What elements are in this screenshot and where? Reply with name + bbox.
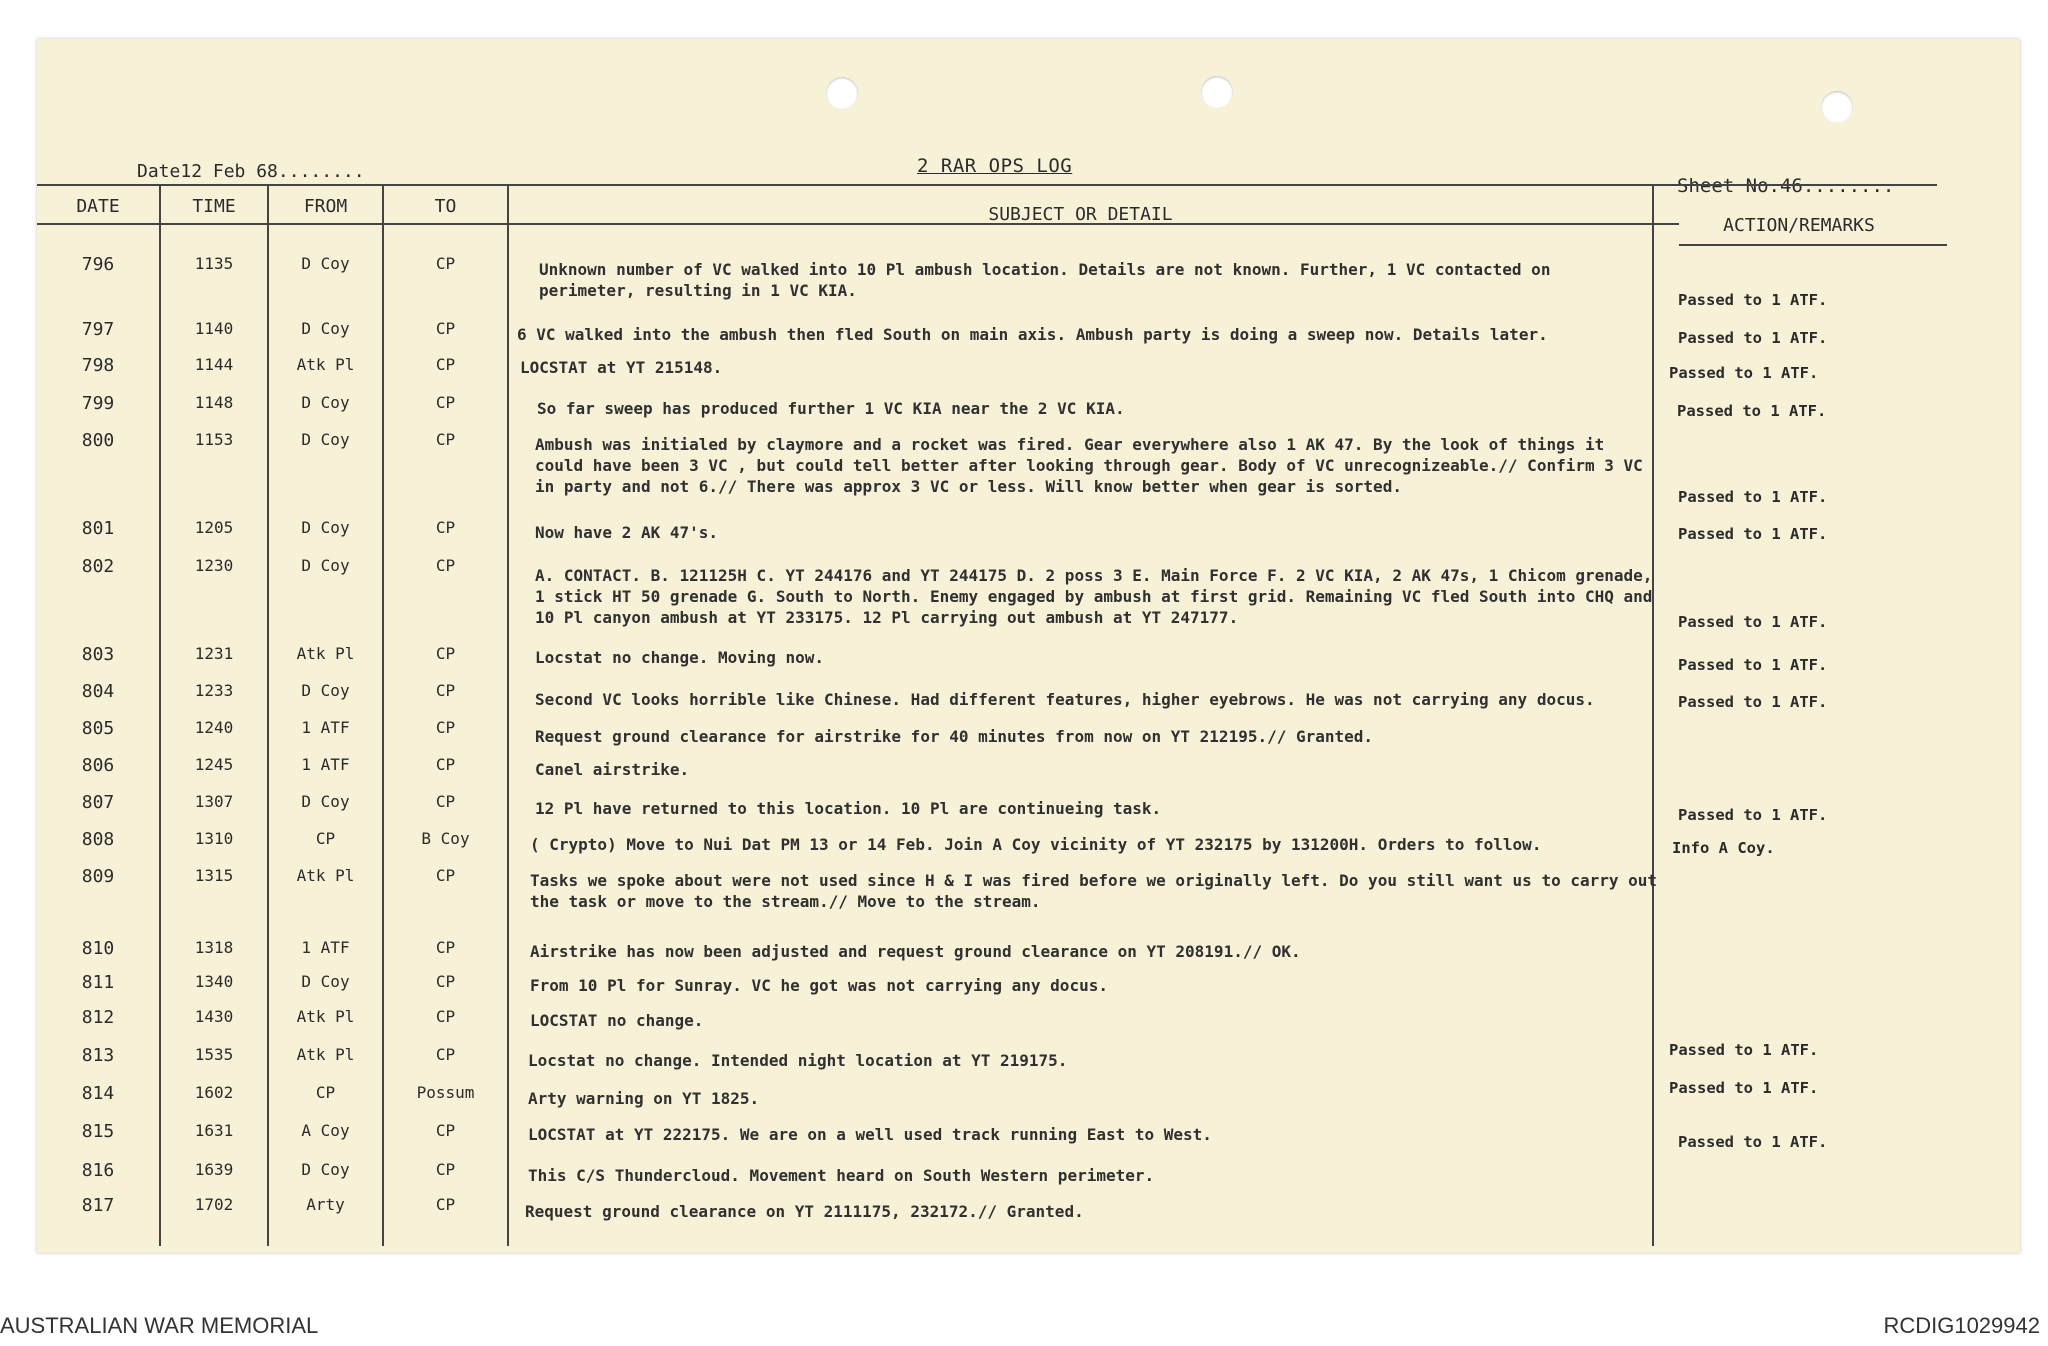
entry-from: Arty — [306, 1195, 345, 1214]
log-sheet — [37, 39, 2020, 1253]
entry-from: Atk Pl — [296, 866, 355, 885]
entry-remark: Passed to 1 ATF. — [1669, 1041, 1819, 1059]
entry-time: 1310 — [194, 829, 234, 848]
entry-from: A Coy — [301, 1121, 350, 1140]
entry-number: 798 — [81, 355, 115, 376]
entry-time: 1702 — [194, 1195, 234, 1214]
entry-remark: Passed to 1 ATF. — [1678, 806, 1828, 824]
entry-remark: Passed to 1 ATF. — [1678, 613, 1828, 631]
entry-time: 1639 — [194, 1160, 234, 1179]
log-entry — [37, 518, 2020, 543]
entry-time: 1315 — [194, 866, 234, 885]
entry-number: 805 — [81, 718, 115, 739]
entry-to: CP — [435, 681, 456, 700]
log-entry — [37, 718, 2020, 746]
entry-from: 1 ATF — [301, 718, 350, 737]
entry-number: 806 — [81, 755, 115, 776]
entry-to: CP — [435, 1195, 456, 1214]
entry-detail: So far sweep has produced further 1 VC KIA near the 2 VC KIA. — [537, 399, 1125, 418]
entry-remark: Passed to 1 ATF. — [1678, 656, 1828, 674]
entry-time: 1240 — [194, 718, 234, 737]
entry-time: 1153 — [194, 430, 234, 449]
entry-to: CP — [435, 518, 456, 537]
entry-number: 814 — [81, 1083, 115, 1104]
entry-detail: LOCSTAT at YT 215148. — [520, 358, 723, 377]
entry-number: 807 — [81, 792, 115, 813]
entry-number: 809 — [81, 866, 115, 887]
col-head-date: DATE — [76, 196, 120, 217]
entry-to: CP — [435, 393, 456, 412]
sheet-label: Sheet No. — [1677, 175, 1780, 197]
entry-to: Possum — [416, 1083, 475, 1102]
entry-time: 1535 — [194, 1045, 234, 1064]
entry-detail: Airstrike has now been adjusted and request ground clearance on YT 208191.// OK. — [530, 942, 1301, 961]
log-entry — [37, 1195, 2020, 1221]
sheet-number — [1677, 175, 1894, 197]
entry-to: CP — [435, 556, 456, 575]
entry-detail: LOCSTAT at YT 222175. We are on a well used track running East to West. — [528, 1125, 1212, 1144]
entry-number: 813 — [81, 1045, 115, 1066]
entry-from: D Coy — [301, 681, 350, 700]
date-label: Date — [137, 161, 181, 182]
date-value: 12 Feb 68........ — [180, 161, 365, 182]
col-head-remarks: ACTION/REMARKS — [1723, 215, 1875, 236]
entry-time: 1230 — [194, 556, 234, 575]
log-entry — [37, 644, 2020, 674]
entry-number: 796 — [81, 254, 115, 275]
entry-number: 816 — [81, 1160, 115, 1181]
entry-detail: Canel airstrike. — [535, 760, 690, 779]
entry-to: CP — [435, 718, 456, 737]
entry-from: D Coy — [301, 792, 350, 811]
entry-number: 810 — [81, 938, 115, 959]
log-entry — [37, 792, 2020, 824]
log-entry — [37, 1121, 2020, 1151]
page-title: 2 RAR OPS LOG — [917, 155, 1073, 177]
entry-from: Atk Pl — [296, 1007, 355, 1026]
entry-from: CP — [315, 829, 336, 848]
entry-time: 1148 — [194, 393, 234, 412]
entry-to: CP — [435, 755, 456, 774]
entry-from: 1 ATF — [301, 755, 350, 774]
log-entry — [37, 254, 2020, 309]
entry-to: CP — [435, 254, 456, 273]
entry-to: CP — [435, 430, 456, 449]
entry-time: 1245 — [194, 755, 234, 774]
punch-hole — [1201, 76, 1233, 108]
entry-remark: Passed to 1 ATF. — [1678, 329, 1828, 347]
sheet-value: 46........ — [1779, 175, 1895, 197]
entry-detail: This C/S Thundercloud. Movement heard on South Western perimeter. — [528, 1166, 1155, 1185]
entry-detail: From 10 Pl for Sunray. VC he got was not carrying any docus. — [530, 976, 1108, 995]
entry-detail: LOCSTAT no change. — [530, 1011, 704, 1030]
log-entry — [37, 430, 2020, 506]
entry-number: 803 — [81, 644, 115, 665]
entry-remark: Passed to 1 ATF. — [1678, 1133, 1828, 1151]
entry-detail: 6 VC walked into the ambush then fled South on main axis. Ambush party is doing a sweep now. Details later. — [517, 325, 1548, 344]
entry-to: CP — [435, 792, 456, 811]
col-head-time: TIME — [192, 196, 236, 217]
entry-from: CP — [315, 1083, 336, 1102]
col-divider — [507, 186, 509, 1246]
entry-number: 797 — [81, 319, 115, 340]
col-head-detail: SUBJECT OR DETAIL — [988, 204, 1173, 225]
entry-detail: ( Crypto) Move to Nui Dat PM 13 or 14 Feb. Join A Coy vicinity of YT 232175 by 131200H. Orders to follow. — [530, 835, 1542, 854]
entry-from: D Coy — [301, 518, 350, 537]
entry-number: 811 — [81, 972, 115, 993]
entry-time: 1307 — [194, 792, 234, 811]
log-entry — [37, 938, 2020, 961]
entry-number: 815 — [81, 1121, 115, 1142]
entry-time: 1231 — [194, 644, 234, 663]
entry-time: 1140 — [194, 319, 234, 338]
entry-time: 1430 — [194, 1007, 234, 1026]
entry-time: 1602 — [194, 1083, 234, 1102]
entry-to: CP — [435, 1007, 456, 1026]
entry-number: 802 — [81, 556, 115, 577]
entry-detail: Request ground clearance for airstrike for 40 minutes from now on YT 212195.// Granted. — [535, 727, 1374, 746]
col-head-from: FROM — [303, 196, 348, 217]
log-entry — [37, 355, 2020, 382]
entry-time: 1340 — [194, 972, 234, 991]
log-entry — [37, 866, 2020, 911]
entry-remark: Passed to 1 ATF. — [1678, 291, 1828, 309]
entry-detail: Arty warning on YT 1825. — [528, 1089, 760, 1108]
log-entry — [37, 972, 2020, 995]
entry-to: CP — [435, 866, 456, 885]
entry-remark: Info A Coy. — [1672, 839, 1775, 857]
entry-from: D Coy — [301, 319, 350, 338]
entry-time: 1318 — [194, 938, 234, 957]
entry-number: 812 — [81, 1007, 115, 1028]
entry-detail: Locstat no change. Moving now. — [535, 648, 824, 667]
entry-number: 799 — [81, 393, 115, 414]
entry-from: Atk Pl — [296, 644, 355, 663]
entry-remark: Passed to 1 ATF. — [1669, 364, 1819, 382]
log-entry — [37, 681, 2020, 711]
entry-from: D Coy — [301, 430, 350, 449]
entry-to: CP — [435, 1160, 456, 1179]
entry-remark: Passed to 1 ATF. — [1677, 402, 1827, 420]
entry-time: 1233 — [194, 681, 234, 700]
entry-from: D Coy — [301, 254, 350, 273]
entry-number: 801 — [81, 518, 115, 539]
entry-time: 1135 — [194, 254, 234, 273]
footer-source: AUSTRALIAN WAR MEMORIAL — [0, 1313, 319, 1338]
entry-remark: Passed to 1 ATF. — [1678, 488, 1828, 506]
log-entry — [37, 319, 2020, 347]
log-entry — [37, 556, 2020, 631]
col-divider — [1652, 186, 1654, 1246]
log-entry — [37, 829, 2020, 857]
entry-detail: Tasks we spoke about were not used since H & I was fired before we originally left. Do you still want us to carry out the task or move to the stream.// Move to the stream. — [530, 871, 1658, 911]
entry-remark: Passed to 1 ATF. — [1669, 1079, 1819, 1097]
entry-detail: 12 Pl have returned to this location. 10 Pl are continueing task. — [535, 799, 1162, 818]
entry-to: CP — [435, 938, 456, 957]
entry-number: 808 — [81, 829, 115, 850]
entry-number: 817 — [81, 1195, 115, 1216]
entry-detail: Locstat no change. Intended night location at YT 219175. — [528, 1051, 1068, 1070]
entry-time: 1631 — [194, 1121, 234, 1140]
entry-number: 800 — [81, 430, 115, 451]
log-entry — [37, 755, 2020, 779]
entry-detail: Request ground clearance on YT 2111175, 232172.// Granted. — [525, 1202, 1084, 1221]
entry-time: 1144 — [194, 355, 234, 374]
entry-to: CP — [435, 972, 456, 991]
entry-remark: Passed to 1 ATF. — [1678, 693, 1828, 711]
footer-id: RCDIG1029942 — [1883, 1313, 2040, 1338]
entry-time: 1205 — [194, 518, 234, 537]
entry-from: D Coy — [301, 393, 350, 412]
col-head-to: TO — [434, 196, 457, 217]
punch-hole — [1821, 91, 1853, 123]
log-entry — [37, 393, 2020, 420]
entry-from: Atk Pl — [296, 355, 355, 374]
entry-detail: Ambush was initialed by claymore and a rocket was fired. Gear everywhere also 1 AK 47. By the look of things it could have been 3 VC , but could tell better after looking through gear. Body of VC unrecognizeable.// Confirm 3 VC in party and not 6.// There was approx 3 VC or less. Will know better when gear is sorted. — [535, 435, 1643, 496]
entry-number: 804 — [81, 681, 115, 702]
entry-from: D Coy — [301, 556, 350, 575]
punch-hole — [826, 77, 858, 109]
entry-detail: Second VC looks horrible like Chinese. Had different features, higher eyebrows. He was not carrying any docus. — [535, 690, 1595, 709]
remarks-header-rule — [1679, 244, 1947, 246]
entry-from: Atk Pl — [296, 1045, 355, 1064]
entry-from: D Coy — [301, 972, 350, 991]
entry-from: D Coy — [301, 1160, 350, 1179]
entry-to: CP — [435, 1045, 456, 1064]
entry-detail: A. CONTACT. B. 121125H C. YT 244176 and YT 244175 D. 2 poss 3 E. Main Force F. 2 VC KIA, 2 AK 47s, 1 Chicom grenade, 1 stick HT 50 grenade G. South to North. Enemy engaged by ambush at first grid. Remaining VC fled South into CHQ and 10 Pl canyon ambush at YT 233175. 12 Pl carrying out ambush at YT 247177. — [535, 566, 1653, 627]
entry-from: 1 ATF — [301, 938, 350, 957]
entry-to: CP — [435, 355, 456, 374]
entry-remark: Passed to 1 ATF. — [1678, 525, 1828, 543]
entry-detail: Now have 2 AK 47's. — [535, 523, 719, 542]
entry-to: CP — [435, 644, 456, 663]
entry-to: CP — [435, 319, 456, 338]
entry-to: CP — [435, 1121, 456, 1140]
sheet-date — [137, 161, 365, 182]
log-entry — [37, 1160, 2020, 1185]
entry-to: B Coy — [421, 829, 470, 848]
entry-detail: Unknown number of VC walked into 10 Pl ambush location. Details are not known. Further, 1 VC contacted on perimeter, resulting in 1 VC KIA. — [539, 260, 1551, 300]
